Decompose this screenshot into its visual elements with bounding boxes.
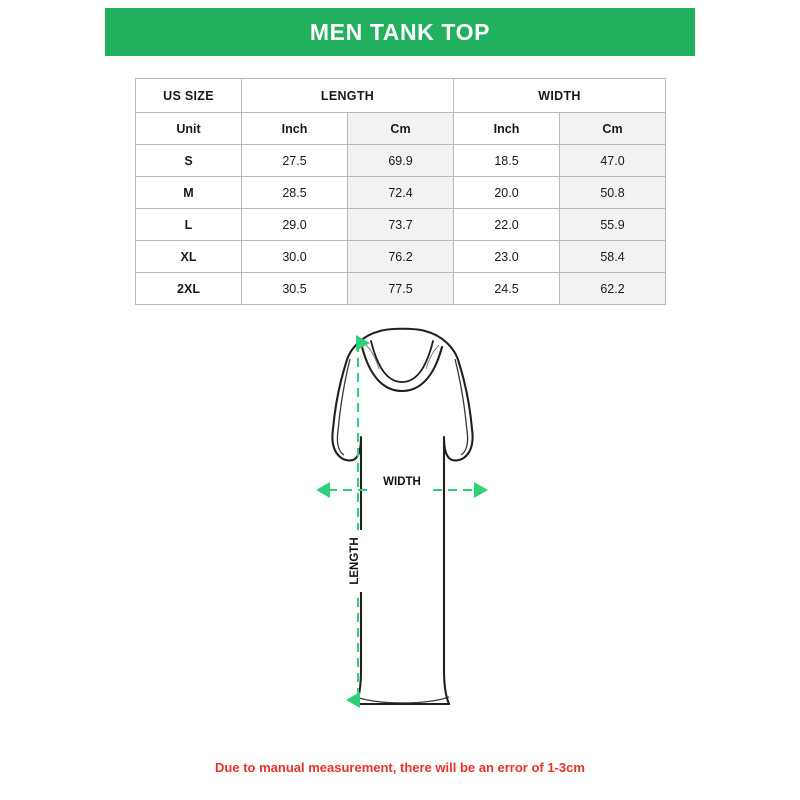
cell-width-cm: 47.0: [560, 145, 666, 177]
unit-length-inch: Inch: [242, 113, 348, 145]
cell-width-cm: 58.4: [560, 241, 666, 273]
measurement-disclaimer: Due to manual measurement, there will be an error of 1-3cm: [215, 760, 585, 775]
length-label: LENGTH: [349, 537, 361, 585]
cell-length-inch: 27.5: [242, 145, 348, 177]
unit-width-inch: Inch: [454, 113, 560, 145]
width-label: WIDTH: [383, 476, 421, 488]
unit-length-cm: Cm: [348, 113, 454, 145]
unit-width-cm: Cm: [560, 113, 666, 145]
column-header-us-size: US SIZE: [136, 79, 242, 113]
column-header-width: WIDTH: [454, 79, 666, 113]
cell-length-inch: 30.0: [242, 241, 348, 273]
row-size-label: XL: [136, 241, 242, 273]
row-size-label: S: [136, 145, 242, 177]
table-row: [136, 209, 666, 241]
measurement-diagram: [280, 325, 525, 725]
cell-length-inch: 30.5: [242, 273, 348, 305]
table-group-header-row: [136, 79, 666, 113]
row-size-label: 2XL: [136, 273, 242, 305]
cell-length-cm: 69.9: [348, 145, 454, 177]
table-row: [136, 177, 666, 209]
cell-length-cm: 76.2: [348, 241, 454, 273]
header-banner: [105, 8, 695, 56]
cell-length-inch: 28.5: [242, 177, 348, 209]
tank-top-outline: [332, 329, 472, 704]
size-chart-table-wrapper: [135, 78, 665, 305]
column-header-length: LENGTH: [242, 79, 454, 113]
unit-label: Unit: [136, 113, 242, 145]
cell-width-cm: 50.8: [560, 177, 666, 209]
cell-length-cm: 77.5: [348, 273, 454, 305]
table-row: [136, 145, 666, 177]
row-size-label: M: [136, 177, 242, 209]
cell-width-inch: 18.5: [454, 145, 560, 177]
page-title: MEN TANK TOP: [309, 18, 491, 45]
cell-length-cm: 73.7: [348, 209, 454, 241]
cell-width-inch: 23.0: [454, 241, 560, 273]
table-unit-row: [136, 113, 666, 145]
cell-width-inch: 20.0: [454, 177, 560, 209]
size-chart-table: [135, 78, 666, 305]
cell-length-inch: 29.0: [242, 209, 348, 241]
row-size-label: L: [136, 209, 242, 241]
cell-width-cm: 55.9: [560, 209, 666, 241]
cell-width-inch: 22.0: [454, 209, 560, 241]
table-row: [136, 273, 666, 305]
cell-width-cm: 62.2: [560, 273, 666, 305]
cell-length-cm: 72.4: [348, 177, 454, 209]
table-row: [136, 241, 666, 273]
cell-width-inch: 24.5: [454, 273, 560, 305]
